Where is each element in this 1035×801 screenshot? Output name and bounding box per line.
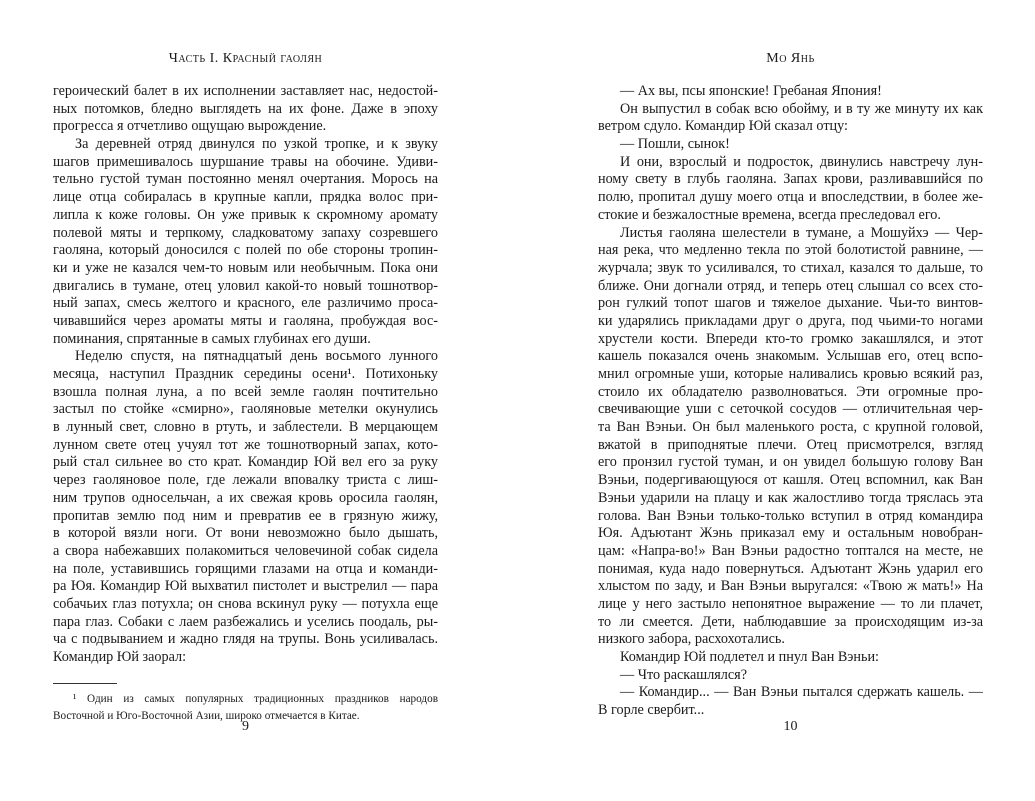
text-line: на поле, уставившись горящими глазами на отца и команди-	[53, 560, 438, 577]
text-line: застыл по стойке «смирно», гаоляновые метелки окунулись	[53, 401, 438, 418]
text-line: ных потомков, бледно выглядеть на их фоне. Даже в эпоху	[53, 100, 438, 117]
text-line: свечивающие уши с сеточкой сосудов — отличительная чер-	[598, 401, 983, 418]
footnote-line: Восточной и Юго-Восточной Азии, широко отмечается в Китае.	[53, 710, 360, 722]
text-line: ки ударялись прикладами друг о друга, под чьими-то ногами	[598, 312, 983, 329]
text-line: вжатой в приподнятые плечи. Отец присмотрелся, взгляд	[598, 436, 983, 453]
page-number: 10	[783, 719, 798, 734]
text-line: понимая, куда надо повернуться. Адъютант Жэнь ударил его	[598, 560, 983, 577]
text-line: За деревней отряд двинулся по узкой тропке, и к звуку	[75, 136, 438, 153]
text-line: тельно густой туман постоянно менял очертания. Морось на	[53, 171, 438, 188]
text-line: ный запах, смесь желтого и красного, еле различимо проса-	[53, 295, 438, 312]
text-line: та Ван Вэньи. Он был маленького роста, с крупной головой,	[598, 419, 983, 436]
text-line: шагов примешивалось шуршание травы на обочине. Удиви-	[53, 153, 438, 170]
text-line: лице у него застыло непонятное выражение — то ли плачет,	[598, 595, 983, 612]
text-line: героический балет в их исполнении заставляет нас, недостой-	[53, 83, 438, 99]
running-head: Часть I. Красный гаолян	[168, 51, 323, 66]
text-line: месяца, наступил Праздник середины осени¹. Потихоньку	[53, 366, 438, 382]
text-line: Неделю спустя, на пятнадцатый день восьмого лунного	[75, 348, 438, 365]
text-line: ки и уже не казался чем-то новым или необычным. Пока они	[53, 259, 438, 276]
text-line: цам: «Напра-во!» Ван Вэньи радостно топтался на месте, не	[598, 542, 983, 559]
text-line: прогресса я отчетливо ощущаю вырождение.	[53, 118, 327, 135]
right-page	[598, 0, 983, 801]
text-line: рый стал сильнее во сто крат. Командир Юй вел его за руку	[53, 454, 438, 471]
text-line: ному свету в глубь гаоляна. Запах крови, разливавшийся по	[598, 171, 983, 188]
text-line: двигались в тумане, отец уловил какой-то новый тошнотвор-	[53, 277, 438, 294]
text-line: хлыстом по заду, и Ван Вэньи выругался: «Твою ж мать!» На	[598, 578, 983, 595]
text-line: через гаоляновое поле, где лежали вповалку триста с лиш-	[53, 472, 438, 489]
text-line: то ли смеется. Дети, наблюдавшие за происходящим из-за	[598, 613, 983, 630]
text-line: И они, взрослый и подросток, двинулись навстречу лун-	[620, 153, 983, 170]
text-line: ная река, что медленно текла по этой болотистой равнине, —	[598, 242, 983, 259]
text-line: собачьих глаз потухла; он снова вскинул руку — потухла еще	[53, 595, 438, 612]
text-line: — Что раскашлялся?	[620, 666, 748, 683]
text-line: Он выпустил в собак всю обойму, и в ту же минуту их как	[620, 100, 983, 117]
text-line: поминания, спрятанные в самых глубинах его души.	[53, 330, 371, 347]
text-line: чивавшийся через ароматы мяты и гаоляна, пробуждая вос-	[53, 312, 438, 329]
text-line: ра Юя. Командир Юй выхватил пистолет и выстрелил — пара	[53, 578, 438, 595]
text-line: ветром сдуло. Командир Юй сказал отцу:	[598, 118, 848, 135]
text-line: голова. Ван Вэньи только-только вступил в отряд командира	[598, 507, 983, 524]
text-line: ча с подвыванием и жадно глядя на трупы. Вонь усиливалась.	[53, 631, 438, 648]
text-line: полевой мяты и терпкому, сладковатому запаху созревшего	[53, 224, 438, 241]
text-line: пропитав землю под ним и превратив ее в грязную жижу,	[53, 507, 438, 524]
text-line: стоило их обладателю разволноваться. Эти огромные про-	[598, 383, 983, 400]
text-line: низкого забора, расхохотались.	[598, 631, 785, 648]
text-line: в которой вязли ноги. От вони невозможно было дышать,	[53, 525, 438, 542]
text-line: его пронзил густой туман, и он увидел большую голову Ван	[598, 454, 983, 471]
text-line: липла к коже головы. Он уже привык к скромному аромату	[53, 206, 438, 223]
text-line: Командир Юй заорал:	[53, 649, 187, 665]
text-line: мнил огромные уши, которые наливались кровью всякий раз,	[598, 366, 983, 382]
running-head: Мо Янь	[766, 51, 815, 66]
text-line: Юя. Адъютант Жэнь приказал ему и остальным новобран-	[598, 525, 983, 542]
text-line: кашель показался очень знакомым. Услышав его, отец вспо-	[598, 348, 983, 365]
text-line: а свора набежавших полакомиться человечиной собак сидела	[53, 542, 438, 559]
text-line: Вэньи ударили на плацу и как жалостливо тогда тряслась эта	[598, 489, 983, 506]
text-line: — Пошли, сынок!	[620, 136, 730, 153]
text-line: взошла полная луна, а по всей земле гаолян почтительно	[53, 383, 438, 400]
footnote-line: ¹ Один из самых популярных традиционных праздников народов	[73, 693, 438, 705]
text-line: Командир Юй подлетел и пнул Ван Вэньи:	[620, 649, 879, 665]
text-line: гаоляна, который доносился с полей по обе стороны тропин-	[53, 242, 438, 259]
text-line: в лунный свет, словно в ртуть, и заблестели. В мерцающем	[53, 419, 438, 436]
text-line: В горле свербит...	[598, 702, 705, 719]
page-body	[53, 83, 438, 667]
text-line: ним трупов односельчан, а их свежая кровь оросила гаолян,	[53, 489, 438, 506]
left-page	[53, 0, 438, 801]
text-line: Листья гаоляна шелестели в тумане, а Мошуйхэ — Чер-	[620, 224, 983, 241]
text-line: хрустели кости. Впереди кто-то громко закашлялся, и этот	[598, 330, 983, 347]
text-line: лице отца собиралась в крупные капли, прядка волос при-	[53, 189, 438, 206]
text-line: журчала; звук то усиливался, то стихал, казался то дальше, то	[598, 259, 983, 276]
page-number: 9	[242, 719, 249, 734]
text-line: ближе. Они догнали отряд, и теперь отец слышал со всех сто-	[598, 277, 983, 294]
text-line: полю, пропитал душу моего отца и впоследствии, в более же-	[598, 189, 983, 206]
page-body	[598, 83, 983, 720]
text-line: Вэньи, подергивающуюся от кашля. Отец вспомнил, как Ван	[598, 472, 983, 489]
text-line: лунном свете отец учуял тот же тошнотворный запах, кото-	[53, 436, 438, 453]
text-line: — Командир... — Ван Вэньи пытался сдержать кашель. —	[620, 684, 983, 701]
text-line: стокие и безжалостные времена, всегда преследовал его.	[598, 206, 941, 223]
text-line: пара глаз. Собаки с лаем разбежались и уселись поодаль, ры-	[53, 613, 438, 630]
text-line: рон гулкий топот шагов и тяжелое дыхание. Чьи-то винтов-	[598, 295, 983, 312]
text-line: — Ах вы, псы японские! Гребаная Япония!	[620, 83, 882, 99]
footnote-divider	[53, 683, 117, 684]
